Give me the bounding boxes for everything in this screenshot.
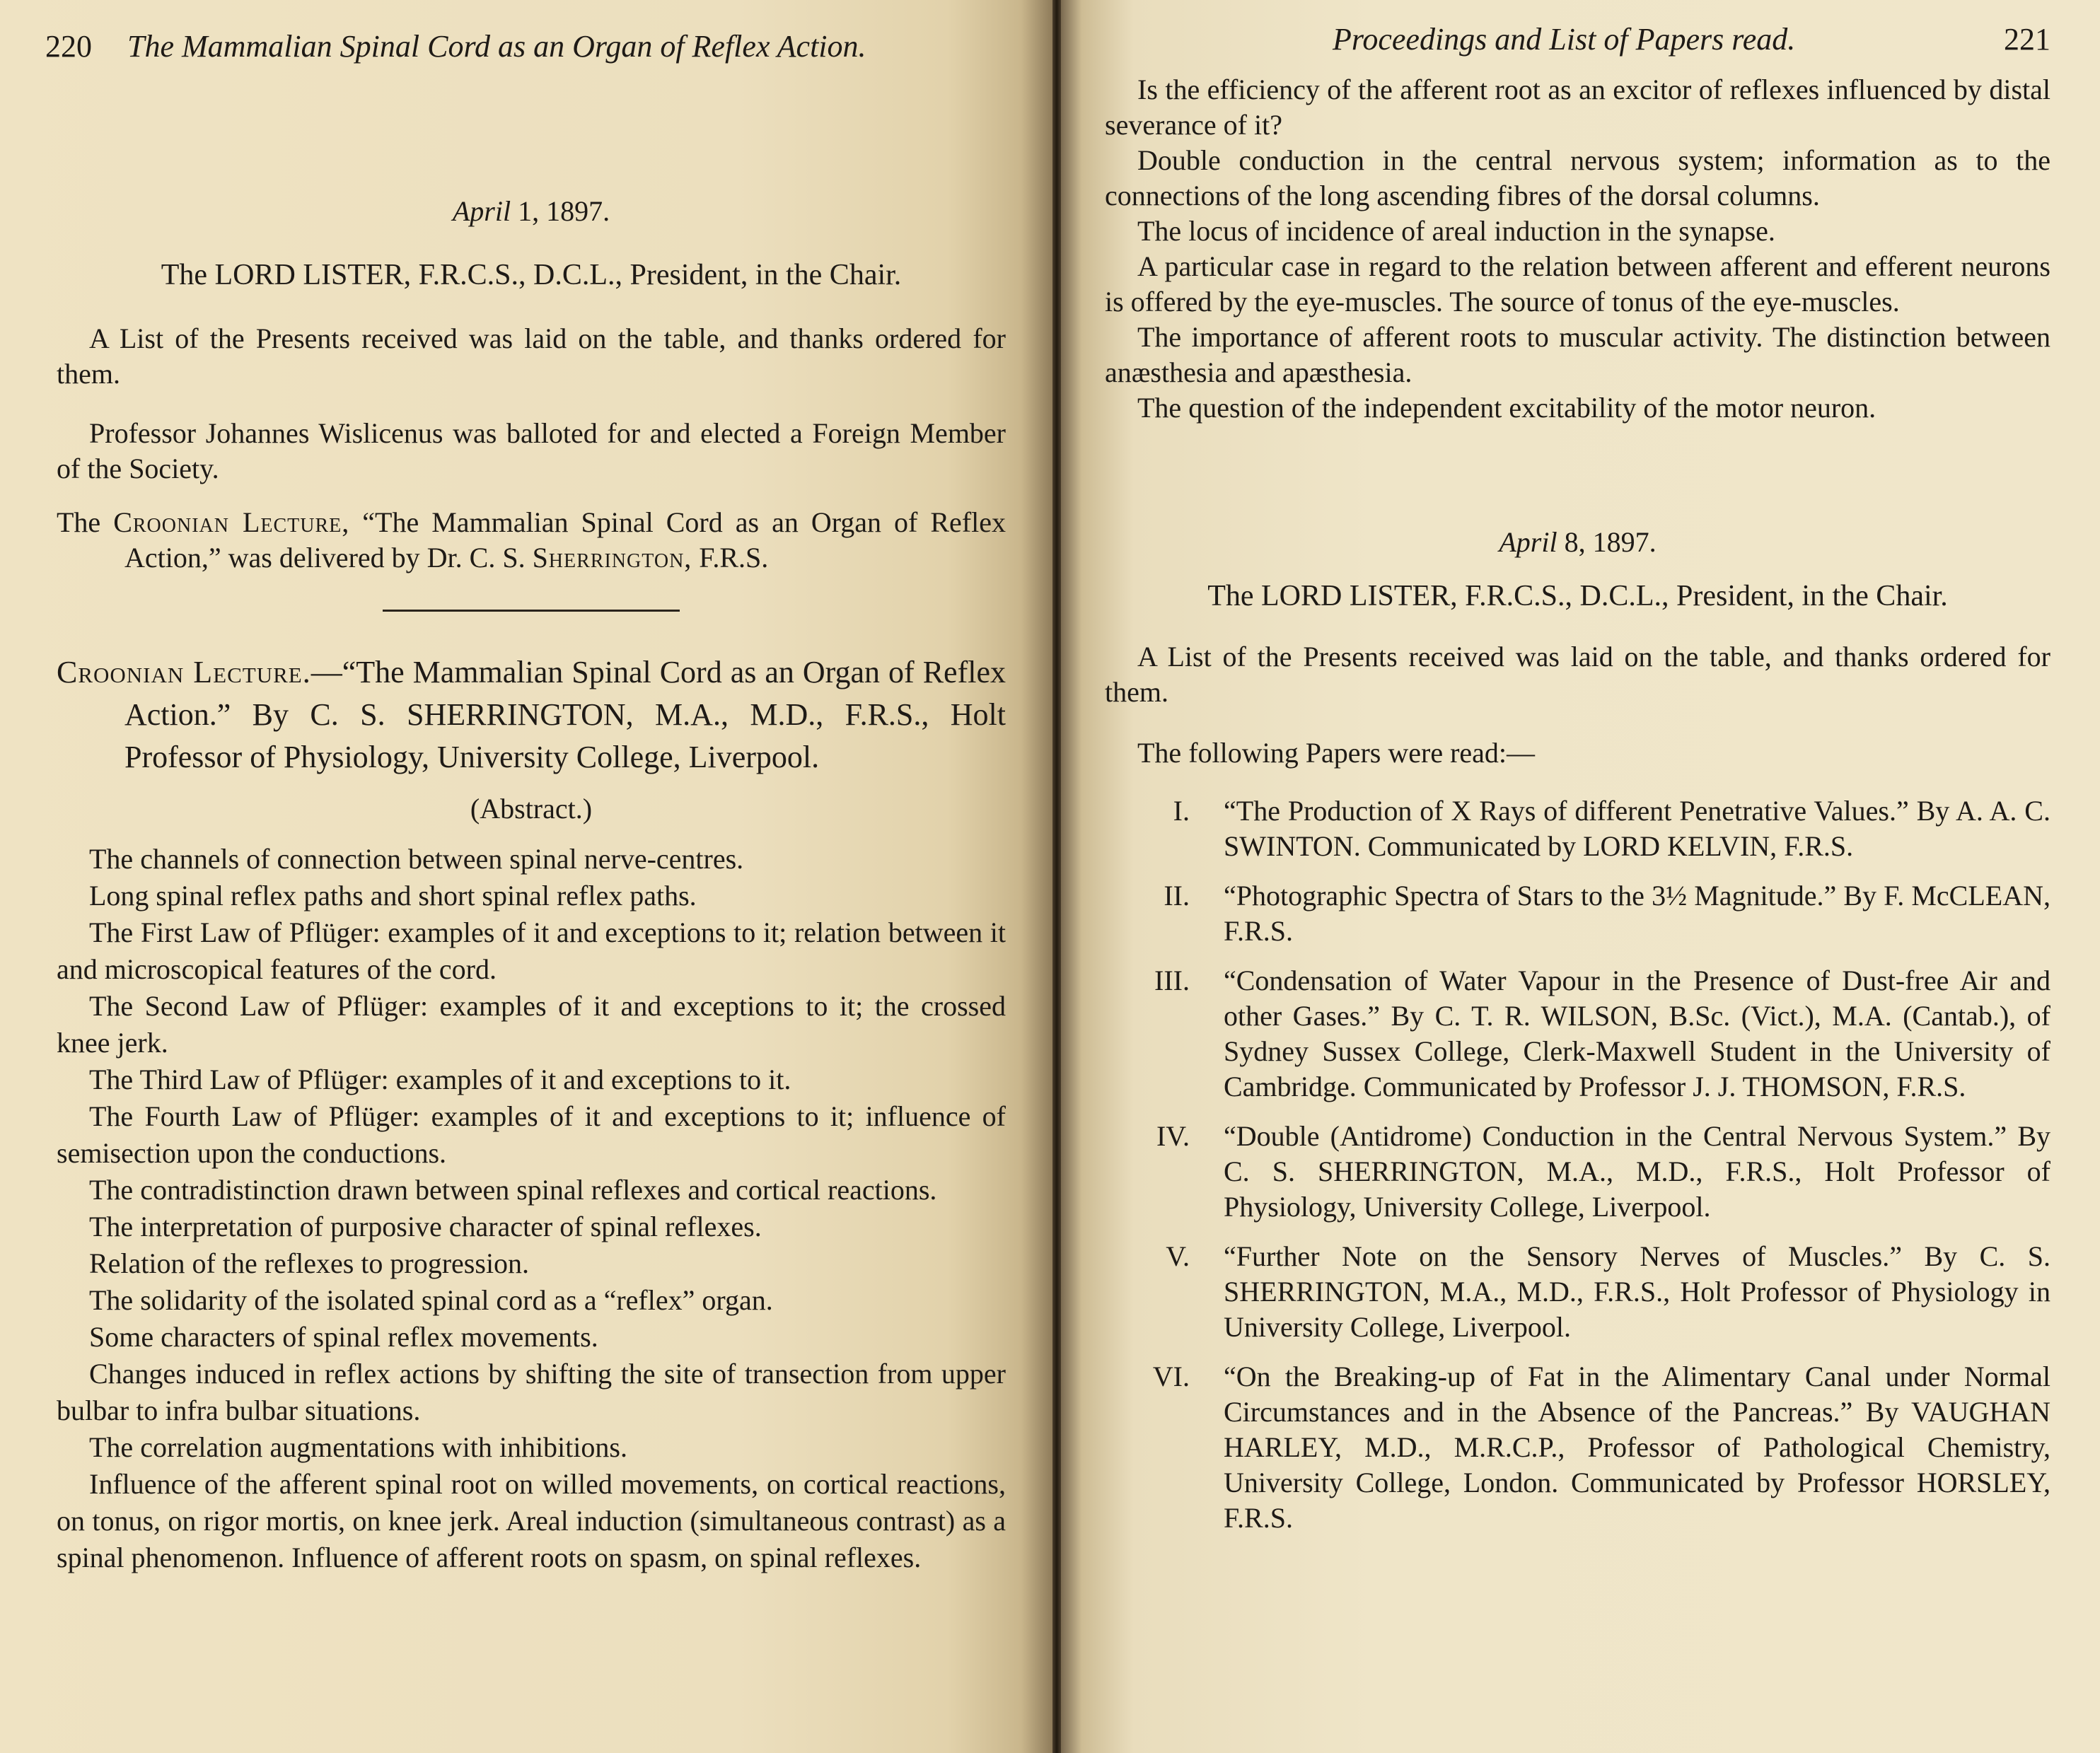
left-running-head (45, 28, 1006, 71)
continued-abstract (1105, 72, 2050, 426)
book-gutter (1052, 0, 1061, 1753)
papers-list (1105, 793, 2050, 1536)
abstract-item: Is the efficiency of the afferent root as an excitor of reflexes influenced by distal severance of it? (1105, 74, 2050, 141)
croonian-announcement (57, 505, 1006, 576)
paper-text: “Condensation of Water Vapour in the Presence of Dust-free Air and other Gases.” By C. T. R. WILSON, B.Sc. (Vict.), M.A. (Cantab.), of Sydney Sussex College, Clerk-Maxwell Student in the University of Cambridge. Communicated by Professor J. J. THOMSON, F.R.S. (1224, 965, 2050, 1102)
running-title: Proceedings and List of Papers read. (1333, 22, 1796, 57)
croonian-intro-sc: Croonian Lecture, (113, 506, 350, 538)
lecture-title (57, 651, 1006, 779)
date-rest: 1, 1897. (518, 195, 610, 227)
abstract-item: The question of the independent excitability of the motor neuron. (1137, 392, 1876, 424)
croonian-intro-a: The (57, 506, 101, 538)
meeting-date (1105, 525, 2050, 560)
abstract-item: The First Law of Pflüger: examples of it and exceptions to it; relation between it and microscopical features of the cord. (57, 916, 1006, 985)
paper-entry (1105, 793, 2050, 864)
abstract-item: The importance of afferent roots to muscular activity. The distinction between anæsthesia and apæsthesia. (1105, 321, 2050, 388)
abstract-item: The correlation augmentations with inhibitions. (89, 1431, 627, 1463)
paper-entry (1105, 963, 2050, 1105)
paper-text: “Further Note on the Sensory Nerves of Muscles.” By C. S. SHERRINGTON, M.A., M.D., F.R.S., Holt Professor of Physiology in University College, Liverpool. (1224, 1240, 2050, 1343)
abstract-list (57, 841, 1006, 1576)
paper-entry (1105, 878, 2050, 949)
meeting-date (57, 194, 1006, 229)
paper-number: III. (1154, 965, 1190, 996)
date-month: April (1499, 526, 1557, 558)
section-divider (383, 610, 680, 612)
croonian-intro-b: “The Mammalian Spinal Cord as an Organ of Reflex Action,” was delivered by Dr. C. S. (124, 506, 1006, 573)
date-month: April (452, 195, 511, 227)
paper-entry (1105, 1239, 2050, 1345)
abstract-item: Some characters of spinal reflex movements. (89, 1321, 598, 1353)
page-number: 221 (2004, 22, 2050, 57)
abstract-item: The Third Law of Pflüger: examples of it and exceptions to it. (89, 1064, 791, 1095)
abstract-item: Influence of the afferent spinal root on willed movements, on cortical reactions, on tonus, on rigor mortis, on knee jerk. Areal induction (simultaneous contrast) as a spinal phenomenon. Influence of afferent roots on spasm, on spinal reflexes. (57, 1468, 1006, 1573)
paper-number: V. (1166, 1240, 1190, 1272)
abstract-item: Long spinal reflex paths and short spinal reflex paths. (89, 880, 697, 912)
chair-line: The LORD LISTER, F.R.C.S., D.C.L., President, in the Chair. (1207, 580, 1948, 612)
abstract-item: The contradistinction drawn between spinal reflexes and cortical reactions. (89, 1174, 937, 1206)
paper-text: “On the Breaking-up of Fat in the Alimentary Canal under Normal Circumstances and in the Absence of the Pancreas.” By VAUGHAN HARLEY, M.D., M.R.C.P., Professor of Pathological Chemistry, University College, London. Communicated by Professor HORSLEY, F.R.S. (1224, 1361, 2050, 1534)
papers-intro: The following Papers were read:— (1137, 737, 1536, 769)
abstract-item: The interpretation of purposive character of spinal reflexes. (89, 1211, 762, 1242)
election-notice: Professor Johannes Wislicenus was balloted for and elected a Foreign Member of the Society. (57, 417, 1006, 484)
paper-number: IV. (1156, 1120, 1190, 1152)
paper-number: II. (1164, 880, 1190, 912)
presents-notice: A List of the Presents received was laid on the table, and thanks ordered for them. (1105, 641, 2050, 708)
right-running-head (1105, 21, 2050, 64)
croonian-intro-c: F.R.S. (699, 542, 769, 573)
abstract-item: The channels of connection between spinal nerve-centres. (89, 843, 744, 875)
abstract-item: The locus of incidence of areal induction in the synapse. (1137, 215, 1775, 247)
presents-notice: A List of the Presents received was laid on the table, and thanks ordered for them. (57, 322, 1006, 390)
paper-entry (1105, 1359, 2050, 1536)
abstract-item: The solidarity of the isolated spinal cord as a “reflex” organ. (89, 1284, 773, 1316)
right-page (1061, 0, 2100, 1753)
paper-text: “Double (Antidrome) Conduction in the Central Nervous System.” By C. S. SHERRINGTON, M.A., M.D., F.R.S., Holt Professor of Physiology, University College, Liverpool. (1224, 1120, 2050, 1223)
lecture-label: Croonian Lecture. (57, 655, 311, 689)
paper-text: “The Production of X Rays of different Penetrative Values.” By A. A. C. SWINTON. Communicated by LORD KELVIN, F.R.S. (1224, 795, 2050, 862)
chair-line: The LORD LISTER, F.R.C.S., D.C.L., President, in the Chair. (161, 259, 902, 291)
paper-number: I. (1173, 795, 1190, 827)
abstract-item: Changes induced in reflex actions by shifting the site of transection from upper bulbar to infra bulbar situations. (57, 1358, 1006, 1426)
paper-text: “Photographic Spectra of Stars to the 3½ Magnitude.” By F. McCLEAN, F.R.S. (1224, 880, 2050, 947)
abstract-item: A particular case in regard to the relation between afferent and efferent neurons is offered by the eye-muscles. The source of tonus of the eye-muscles. (1105, 250, 2050, 318)
abstract-item: Relation of the reflexes to progression. (89, 1247, 530, 1279)
abstract-label: (Abstract.) (470, 793, 593, 825)
page-number: 220 (45, 29, 92, 64)
running-title: The Mammalian Spinal Cord as an Organ of Reflex Action. (127, 29, 866, 64)
abstract-item: Double conduction in the central nervous system; information as to the connections of the long ascending fibres of the dorsal columns. (1105, 144, 2050, 211)
abstract-item: The Second Law of Pflüger: examples of it and exceptions to it; the crossed knee jerk. (57, 990, 1006, 1059)
lecture-heading: —“The Mammalian Spinal Cord as an Organ of Reflex Action.” By C. S. SHERRINGTON, M.A., M.D., F.R.S., Holt Professor of Physiology, University College, Liverpool. (124, 655, 1006, 774)
croonian-intro-name: Sherrington, (532, 542, 692, 573)
date-rest: 8, 1897. (1564, 526, 1657, 558)
paper-entry (1105, 1119, 2050, 1225)
paper-number: VI. (1152, 1361, 1190, 1392)
abstract-item: The Fourth Law of Pflüger: examples of it and exceptions to it; influence of semisection upon the conductions. (57, 1100, 1006, 1169)
